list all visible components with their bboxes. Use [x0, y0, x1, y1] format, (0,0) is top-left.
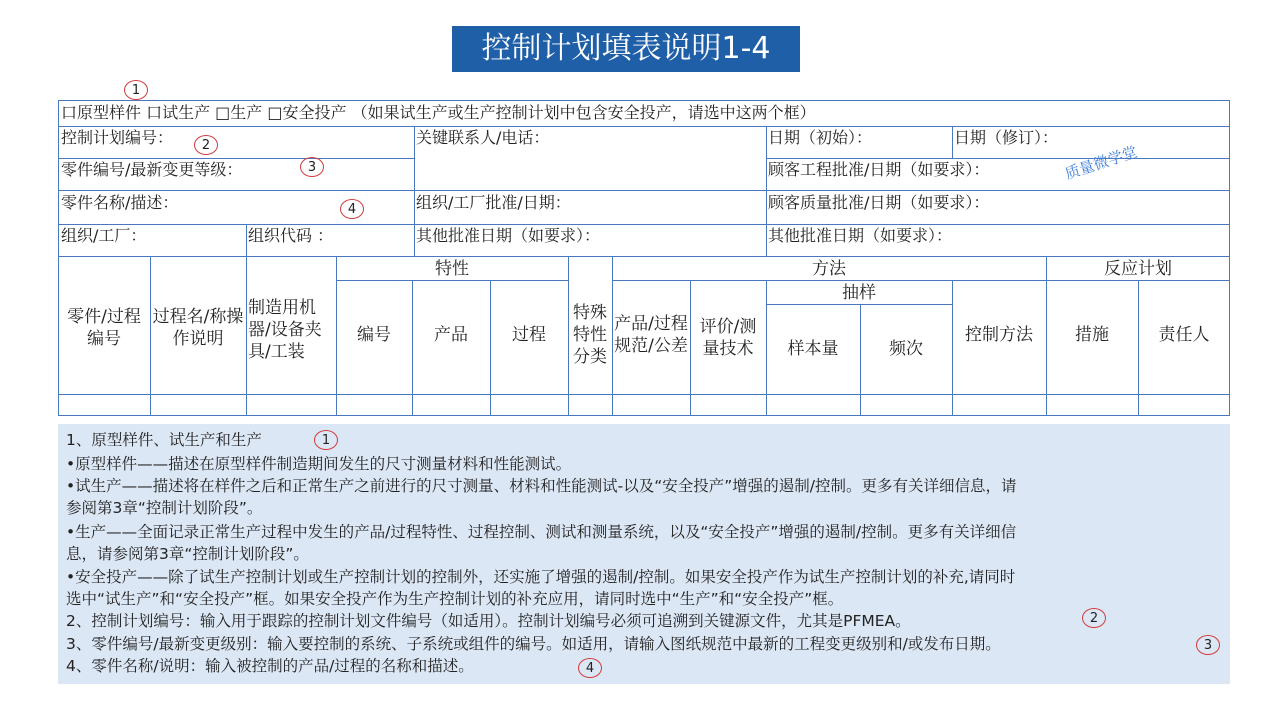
- marker-3: 3: [300, 157, 324, 177]
- note-line: •安全投产——除了试生产控制计划或生产控制计划的控制外，还实施了增强的遏制/控制。如果安全投产作为试生产控制计划的补充,请同时: [66, 568, 1016, 586]
- note-line: •生产——全面记录正常生产过程中发生的产品/过程特性、过程控制、测试和测量系统，以及“安全投产”增强的遏制/控制。更多有关详细信: [66, 523, 1017, 541]
- marker-1: 1: [124, 80, 148, 100]
- note-line: 4、零件名称/说明：输入被控制的产品/过程的名称和描述。: [66, 657, 474, 675]
- header-sample-size: 样本量: [787, 339, 839, 359]
- header-owner: 责任人: [1158, 325, 1210, 345]
- header-char-process: 过程: [512, 325, 546, 345]
- date-original-label: 日期（初始）：: [768, 128, 873, 147]
- header-evaluation: 评价/测量技术: [699, 317, 757, 359]
- note-line: 3、零件编号/最新变更级别：输入要控制的系统、子系统或组件的编号。如适用，请输入图纸规范中最新的工程变更级别和/或发布日期。: [66, 635, 1001, 653]
- customer-quality-label: 顾客质量批准/日期（如要求）：: [768, 193, 990, 212]
- instructions-panel: [58, 424, 1230, 684]
- note-line: 2、控制计划编号：输入用于跟踪的控制计划文件编号（如适用）。控制计划编号必须可追溯到关键源文件，尤其是PFMEA。: [66, 612, 911, 630]
- note-line: •试生产——描述将在样件之后和正常生产之前进行的尺寸测量、材料和性能测试-以及“安全投产”增强的遏制/控制。更多有关详细信息，请: [66, 477, 1017, 495]
- control-plan-number-label: 控制计划编号：: [61, 128, 174, 147]
- header-method: 方法: [812, 259, 846, 279]
- header-frequency: 频次: [889, 339, 923, 359]
- org-code-label: 组织代码 ：: [248, 226, 334, 245]
- note-line: •原型样件——描述在原型样件制造期间发生的尺寸测量材料和性能测试。: [66, 455, 572, 473]
- header-machine: 制造用机器/设备夹具/工装: [248, 298, 322, 362]
- note-marker-3: 3: [1196, 635, 1220, 655]
- header-char-number: 编号: [357, 325, 391, 345]
- header-char-product: 产品: [434, 325, 468, 345]
- org-approval-label: 组织/工厂批准/日期：: [416, 193, 571, 212]
- part-number-label: 零件编号/最新变更等级：: [61, 160, 243, 179]
- header-part-process-number: 零件/过程编号: [67, 307, 141, 349]
- note-line: 参阅第3章“控制计划阶段”。: [66, 499, 263, 517]
- marker-2: 2: [194, 135, 218, 155]
- other-approval-date-label-2: 其他批准日期（如要求）：: [768, 226, 953, 245]
- part-name-label: 零件名称/描述：: [61, 193, 179, 212]
- note-line: 1、原型样件、试生产和生产: [66, 431, 262, 449]
- page-title: 控制计划填表说明1-4: [452, 26, 800, 72]
- note-line: 息，请参阅第3章“控制计划阶段”。: [66, 545, 309, 563]
- header-control-method: 控制方法: [965, 325, 1033, 345]
- note-marker-4: 4: [578, 658, 602, 678]
- header-action: 措施: [1075, 325, 1109, 345]
- header-sampling: 抽样: [842, 283, 876, 303]
- note-marker-2: 2: [1082, 608, 1106, 628]
- watermark: 质量微学堂: [1062, 142, 1140, 184]
- header-special-characteristics: 特殊特性分类: [573, 303, 607, 367]
- other-approval-date-label: 其他批准日期（如要求）：: [416, 226, 601, 245]
- key-contact-label: 关键联系人/电话：: [416, 128, 550, 147]
- marker-4: 4: [340, 199, 364, 219]
- note-line: 选中“试生产”和“安全投产”框。如果安全投产作为生产控制计划的补充应用，请同时选中“生产”和“安全投产”框。: [66, 590, 844, 608]
- date-revised-label: 日期（修订）：: [954, 128, 1059, 147]
- control-plan-form: [58, 100, 1230, 416]
- org-plant-label: 组织/工厂：: [61, 226, 147, 245]
- note-marker-1: 1: [314, 430, 338, 450]
- customer-engineering-label: 顾客工程批准/日期（如要求）：: [768, 160, 990, 179]
- header-reaction-plan: 反应计划: [1104, 259, 1172, 279]
- plan-type-checkboxes[interactable]: 口原型样件 口试生产 □生产 □安全投产 （如果试生产或生产控制计划中包含安全投产，请选中这两个框）: [61, 103, 816, 122]
- header-process-name: 过程名/称操作说明: [152, 307, 244, 349]
- header-characteristics: 特性: [435, 259, 469, 279]
- header-spec-tolerance: 产品/过程规范/公差: [614, 314, 688, 356]
